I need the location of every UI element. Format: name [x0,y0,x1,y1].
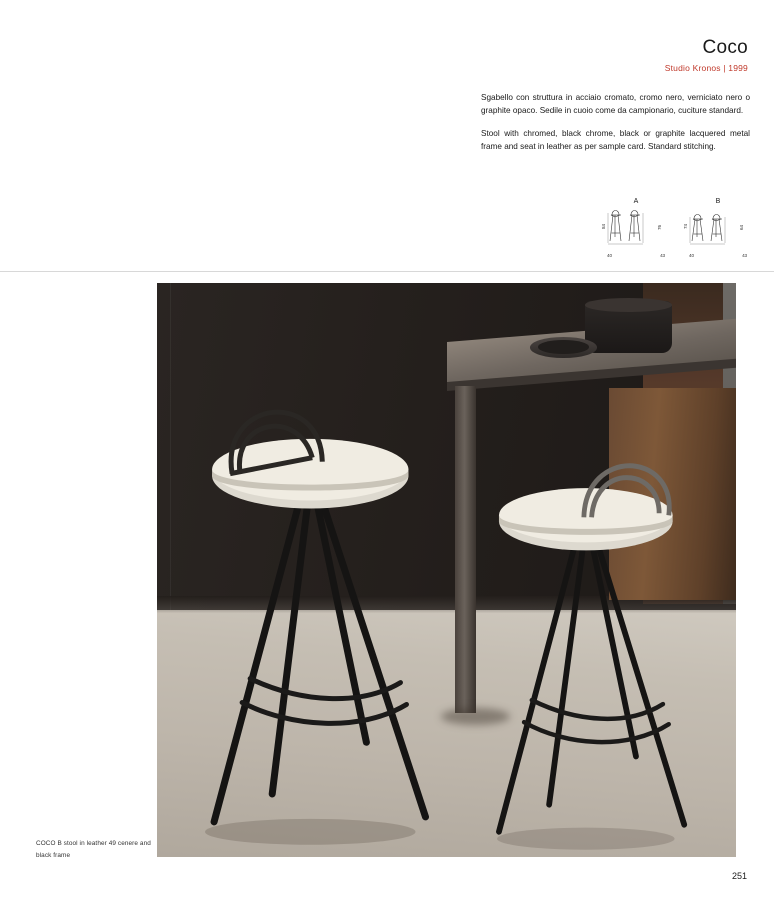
dimension-diagram-b [682,198,747,258]
page-title: Coco [702,37,748,58]
dimension-width-left: 40 [607,253,612,258]
horizontal-divider [0,271,774,272]
dimension-diagrams [600,198,752,258]
product-photo [157,283,736,857]
wall-seam [170,283,171,616]
dimension-height-right: 64 [738,225,744,230]
dimension-letter: A [633,198,639,205]
designer-credit: Studio Kronos | 1999 [664,62,748,73]
photo-caption: COCO B stool in leather 49 cenere and black frame [36,840,151,859]
dimension-letter: B [715,198,721,205]
dimension-height-right: 76 [656,225,662,230]
product-description [481,92,750,154]
dimension-height-left: 74 [682,224,688,229]
dimension-width-left: 40 [689,253,694,258]
dimension-height-left: 84 [600,224,606,229]
description-english: Stool with chromed, black chrome, black or graphite lacquered metal frame and seat in leather as per sample card. Standard stitching. [481,129,750,152]
vessel-rim [585,298,672,312]
photo-scene [157,283,736,857]
dimension-width-right: 43 [660,253,665,258]
description-italian: Sgabello con struttura in acciaio cromato, cromo nero, verniciato nero o graphite opaco. Sedile in cuoio come da campionario, cuciture standard. [481,93,750,115]
tray-inner [538,340,589,354]
stool-front [180,404,441,852]
dimension-diagram-a [600,198,665,258]
dimension-width-right: 43 [742,253,747,258]
product-header [468,38,748,73]
stool-back [470,455,702,857]
page-number: 251 [731,871,747,881]
